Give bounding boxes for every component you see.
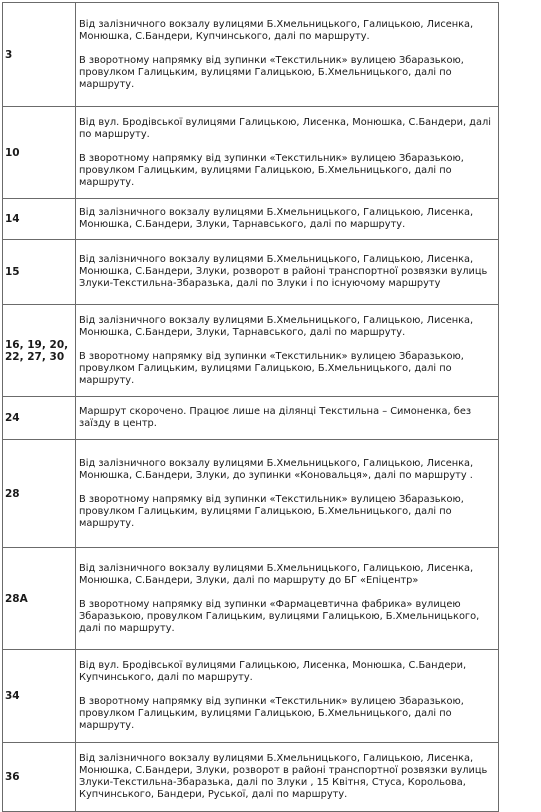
route-description [76, 650, 499, 743]
route-row [3, 305, 499, 397]
route-row [3, 199, 499, 240]
routes-table [2, 2, 499, 812]
route-number: 10 [3, 107, 76, 199]
route-row [3, 440, 499, 548]
route-row [3, 3, 499, 107]
route-row [3, 650, 499, 743]
route-paragraph: В зворотному напрямку від зупинки «Фармацевтична фабрика» вулицею Збаразькою, провулком Галицьким, вулицями Галицькою, Б.Хмельницького, далі по маршруту. [79, 598, 480, 634]
route-paragraph: В зворотному напрямку від зупинки «Текстильник» вулицею Збаразькою, провулком Галицьким, вулицями Галицькою, Б.Хмельницького, далі по маршруту. [79, 54, 464, 90]
route-number: 15 [3, 240, 76, 305]
route-paragraph: Від залізничного вокзалу вулицями Б.Хмельницького, Галицькою, Лисенка, Монюшка, С.Бандери, Злуки, розворот в районі транспортної розвязки вулиць Злуки-Текстильна-Збаразька, далі по Злуки , 15 Квітня, Стуса, Корольова, Купчинського, Бандери, Руської, далі по маршруту. [79, 753, 488, 800]
route-description [76, 397, 499, 440]
route-paragraph: В зворотному напрямку від зупинки «Текстильник» вулицею Збаразькою, провулком Галицьким, вулицями Галицькою, Б.Хмельницького, далі по маршруту. [79, 493, 464, 529]
route-row [3, 107, 499, 199]
route-number: 36 [3, 743, 76, 812]
route-description [76, 305, 499, 397]
route-description [76, 3, 499, 107]
route-paragraph: Від залізничного вокзалу вулицями Б.Хмельницького, Галицькою, Лисенка, Монюшка, С.Бандери, Злуки, Тарнавського, далі по маршруту. [79, 207, 474, 230]
route-paragraph: В зворотному напрямку від зупинки «Текстильник» вулицею Збаразькою, провулком Галицьким, вулицями Галицькою, Б.Хмельницького, далі по маршруту. [79, 152, 464, 188]
route-number: 14 [3, 199, 76, 240]
route-number: 3 [3, 3, 76, 107]
route-paragraph: Від вул. Бродівської вулицями Галицькою, Лисенка, Монюшка, С.Бандери, далі по маршруту. [79, 116, 491, 140]
route-description [76, 440, 499, 548]
route-description [76, 743, 499, 812]
route-number: 28А [3, 548, 76, 650]
routes-table-container [2, 2, 498, 812]
route-paragraph: Маршрут скорочено. Працює лише на ділянці Текстильна – Симоненка, без заїзду в центр. [79, 406, 472, 429]
route-paragraph: Від залізничного вокзалу вулицями Б.Хмельницького, Галицькою, Лисенка, Монюшка, С.Бандери, Купчинського, далі по маршруту. [79, 18, 474, 42]
route-paragraph: Від вул. Бродівської вулицями Галицькою, Лисенка, Монюшка, С.Бандери, Купчинського, далі по маршруту. [79, 660, 467, 683]
route-number: 24 [3, 397, 76, 440]
route-paragraph: Від залізничного вокзалу вулицями Б.Хмельницького, Галицькою, Лисенка, Монюшка, С.Бандери, Злуки, розворот в районі транспортної розвязки вулиць Злуки-Текстильна-Збаразька, далі по Злуки і по існуючому маршруту [79, 254, 488, 289]
route-paragraph: Від залізничного вокзалу вулицями Б.Хмельницького, Галицькою, Лисенка, Монюшка, С.Бандери, Злуки, далі по маршруту до БГ «Епіцентр» [79, 562, 474, 586]
route-number: 16, 19, 20, 22, 27, 30 [3, 305, 76, 397]
route-row [3, 240, 499, 305]
route-description [76, 240, 499, 305]
route-paragraph: В зворотному напрямку від зупинки «Текстильник» вулицею Збаразькою, провулком Галицьким, вулицями Галицькою, Б.Хмельницького, далі по маршруту. [79, 696, 464, 731]
route-number: 28 [3, 440, 76, 548]
route-row [3, 397, 499, 440]
route-row [3, 548, 499, 650]
route-description [76, 548, 499, 650]
route-paragraph: Від залізничного вокзалу вулицями Б.Хмельницького, Галицькою, Лисенка, Монюшка, С.Бандери, Злуки, Тарнавського, далі по маршруту. [79, 314, 474, 338]
route-row [3, 743, 499, 812]
route-number: 34 [3, 650, 76, 743]
route-description [76, 107, 499, 199]
routes-table-body [3, 3, 499, 812]
route-paragraph: В зворотному напрямку від зупинки «Текстильник» вулицею Збаразькою, провулком Галицьким, вулицями Галицькою, Б.Хмельницького, далі по маршруту. [79, 350, 464, 386]
route-description [76, 199, 499, 240]
route-paragraph: Від залізничного вокзалу вулицями Б.Хмельницького, Галицькою, Лисенка, Монюшка, С.Бандери, Злуки, до зупинки «Коновальця», далі по маршруту . [79, 457, 474, 481]
